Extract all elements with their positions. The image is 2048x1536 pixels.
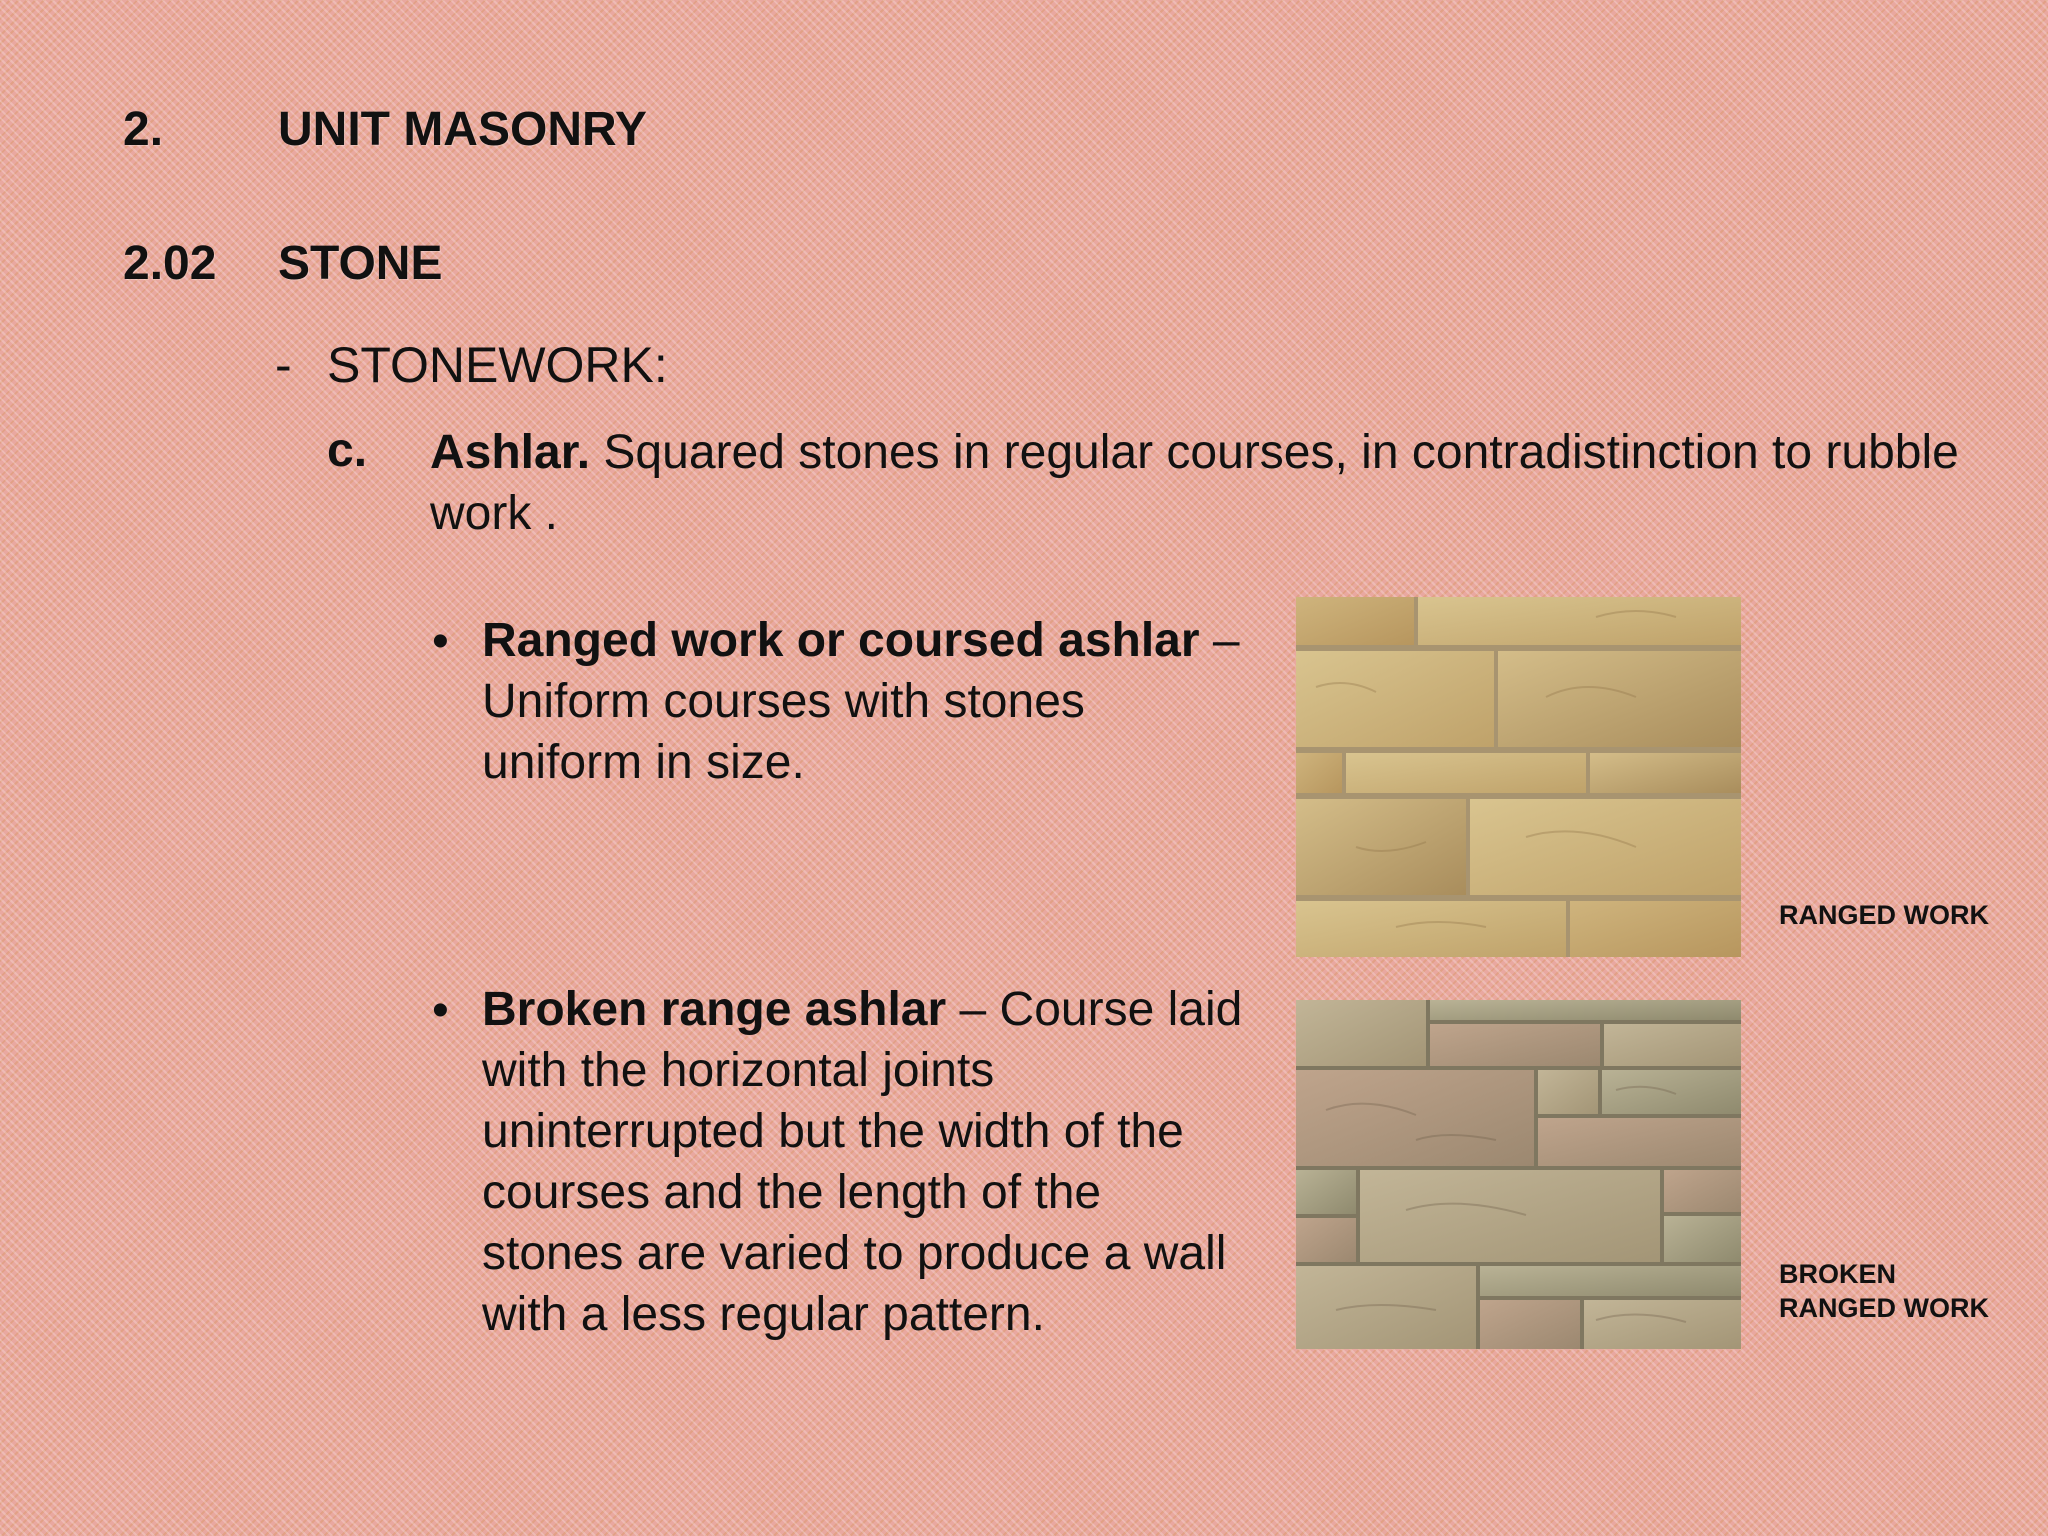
stonework-label: STONEWORK: xyxy=(327,337,668,393)
caption-ranged-work: RANGED WORK xyxy=(1779,900,1989,930)
bullet-broken-range xyxy=(482,979,1252,1345)
section-number: 2. xyxy=(123,103,164,156)
caption-broken-line2: RANGED WORK xyxy=(1779,1293,1989,1323)
broken-ranged-work-photo xyxy=(1296,1000,1741,1349)
caption-broken-line1: BROKEN xyxy=(1779,1259,1897,1289)
ranged-work-term: Ranged work or coursed ashlar xyxy=(482,614,1200,667)
stonework-dash: - xyxy=(275,337,292,393)
broken-ranged-work-stone-image xyxy=(1296,1000,1741,1349)
bullet-dot-ranged: • xyxy=(432,615,449,668)
section-title: UNIT MASONRY xyxy=(278,103,647,156)
ranged-work-definition: – Uniform courses with stones uniform in size. xyxy=(482,614,1240,789)
item-c-paragraph xyxy=(430,422,1990,544)
bullet-ranged-work xyxy=(482,610,1252,793)
broken-range-term: Broken range ashlar xyxy=(482,983,947,1036)
ashlar-definition: Squared stones in regular courses, in contradistinction to rubble work . xyxy=(430,426,1959,540)
broken-range-definition: – Course laid with the horizontal joints uninterrupted but the width of the courses and the length of the stones are varied to produce a wall with a less regular pattern. xyxy=(482,983,1243,1341)
subsection-title: STONE xyxy=(278,237,443,290)
item-c-letter: c. xyxy=(327,424,368,477)
subsection-number: 2.02 xyxy=(123,237,217,290)
bullet-dot-broken: • xyxy=(432,984,449,1037)
ashlar-term: Ashlar. xyxy=(430,426,591,479)
ranged-work-stone-image xyxy=(1296,597,1741,957)
ranged-work-photo xyxy=(1296,597,1741,957)
